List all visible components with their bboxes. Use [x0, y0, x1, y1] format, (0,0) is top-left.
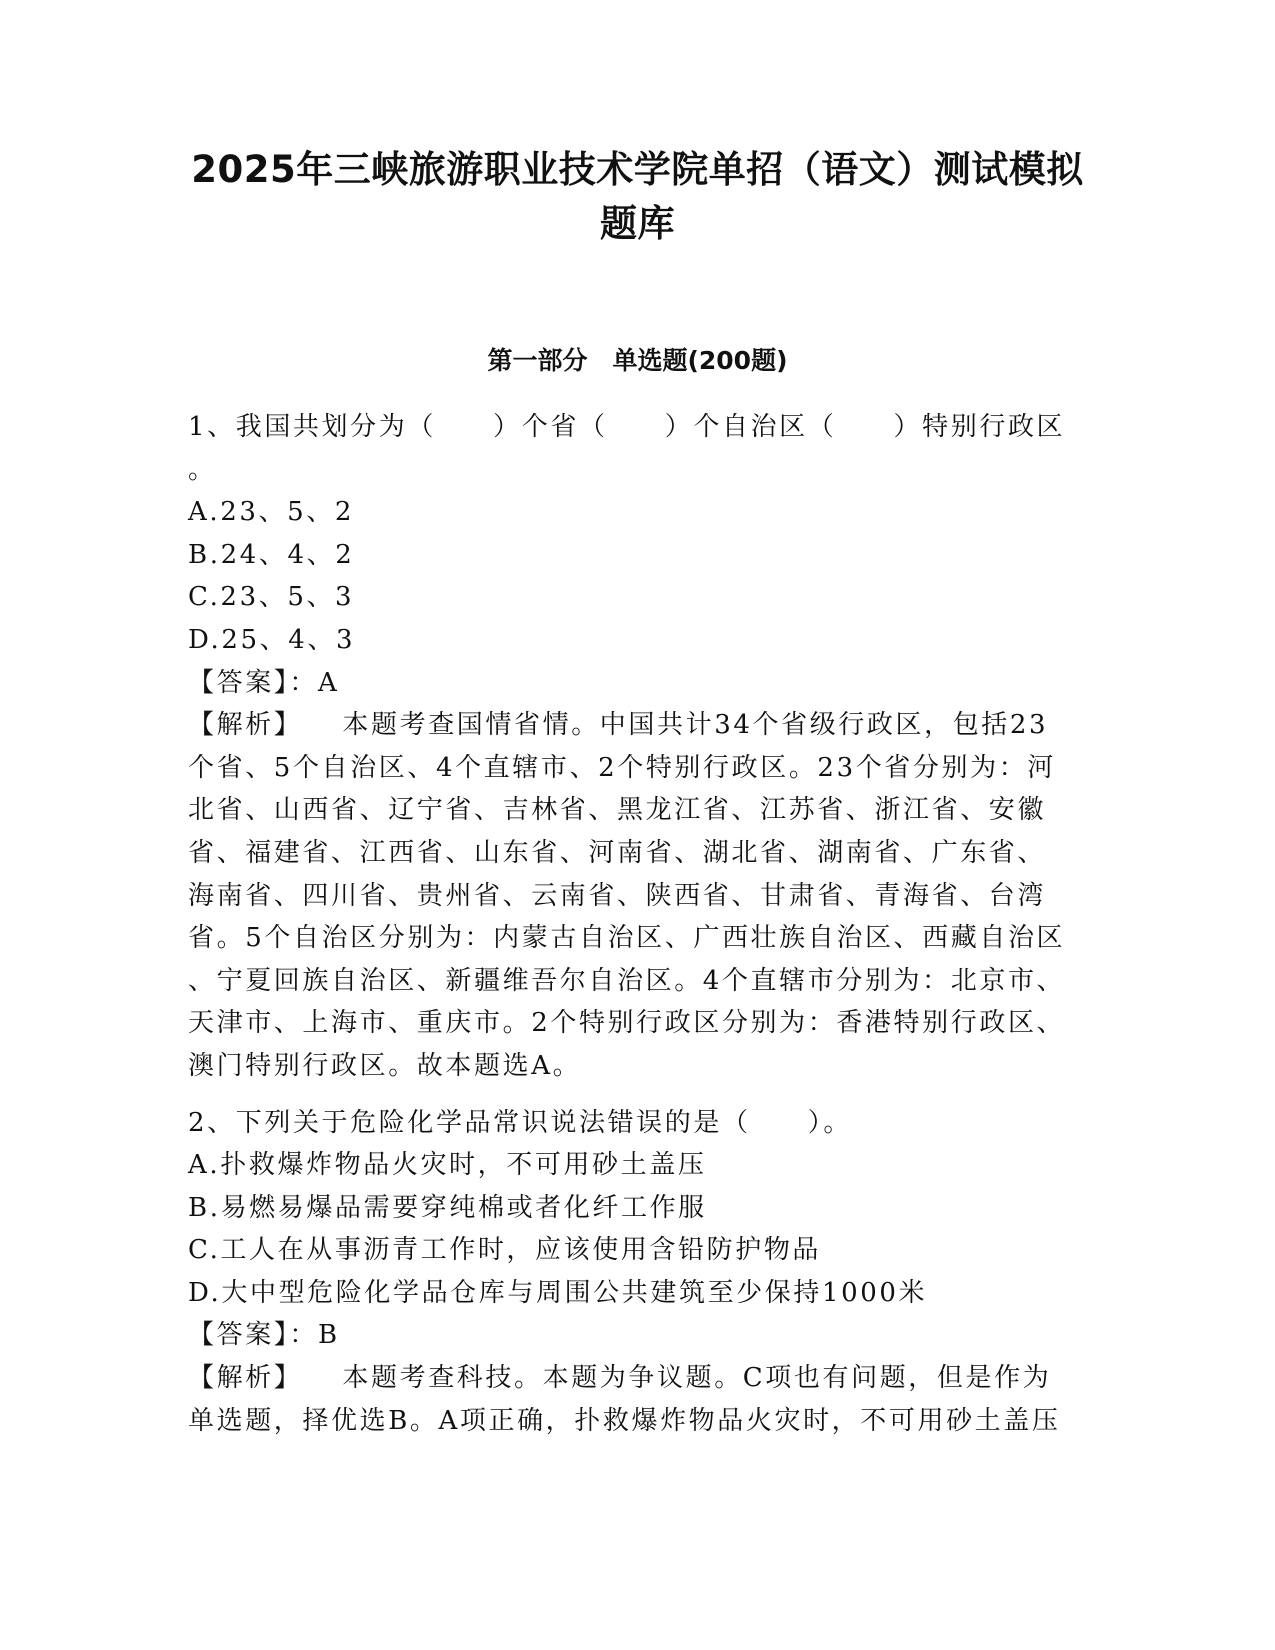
question-2	[188, 1102, 1078, 1443]
option-c: C.23、5、3	[188, 582, 355, 613]
answer-label: 【答案】：	[188, 1320, 319, 1351]
option-a: A.扑救爆炸物品火灾时，不可用砂土盖压	[188, 1150, 707, 1181]
question-stem: 。	[188, 454, 217, 485]
option-b: B.易燃易爆品需要穿纯棉或者化纤工作服	[188, 1192, 707, 1223]
section-title: 第一部分 单选题(200题)	[487, 346, 788, 375]
analysis-label: 【解析】	[188, 1363, 303, 1394]
answer-value: B	[318, 1320, 340, 1351]
document-title-line-2: 题库	[600, 202, 675, 245]
analysis-text: 本题考查国情省情。中国共计34个省级行政区，包括23	[342, 710, 1049, 741]
option-c: C.工人在从事沥青工作时，应该使用含铅防护物品	[188, 1235, 822, 1266]
answer-value: A	[318, 667, 340, 698]
document-title-line-1: 2025年三峡旅游职业技术学院单招（语文）测试模拟	[191, 148, 1084, 191]
document-title	[150, 143, 1125, 251]
question-list	[188, 406, 1078, 1442]
question-stem: 2、下列关于危险化学品常识说法错误的是（ ）。	[188, 1107, 852, 1138]
question-1	[188, 406, 1078, 1088]
analysis-text: 、宁夏回族自治区、新疆维吾尔自治区。4个直辖市分别为：北京市、	[188, 965, 1066, 996]
analysis-text: 北省、山西省、辽宁省、吉林省、黑龙江省、江苏省、浙江省、安徽	[188, 795, 1047, 826]
analysis-text: 个省、5个自治区、4个直辖市、2个特别行政区。23个省分别为：河	[188, 752, 1056, 783]
analysis-label: 【解析】	[188, 710, 303, 741]
answer-line	[188, 1314, 1078, 1357]
option-b: B.24、4、2	[188, 539, 355, 570]
option-d: D.25、4、3	[188, 624, 356, 655]
analysis-text: 海南省、四川省、贵州省、云南省、陕西省、甘肃省、青海省、台湾	[188, 880, 1047, 911]
answer-line	[188, 662, 1078, 705]
analysis-text: 省。5个自治区分别为：内蒙古自治区、广西壮族自治区、西藏自治区	[188, 923, 1066, 954]
option-d: D.大中型危险化学品仓库与周围公共建筑至少保持1000米	[188, 1277, 928, 1308]
question-stem: 1、我国共划分为（ ）个省（ ）个自治区（ ）特别行政区	[188, 412, 1066, 442]
analysis-text: 本题考查科技。本题为争议题。C项也有问题，但是作为	[342, 1363, 1052, 1394]
analysis-line	[188, 704, 1078, 747]
analysis-text: 澳门特别行政区。故本题选A。	[188, 1050, 582, 1081]
answer-label: 【答案】：	[188, 667, 319, 698]
analysis-text: 单选题，择优选B。A项正确，扑救爆炸物品火灾时，不可用砂土盖压	[188, 1405, 1061, 1436]
analysis-line	[188, 1357, 1078, 1400]
analysis-text: 省、福建省、江西省、山东省、河南省、湖北省、湖南省、广东省、	[188, 837, 1047, 868]
analysis-text: 天津市、上海市、重庆市。2个特别行政区分别为：香港特别行政区、	[188, 1008, 1066, 1039]
option-a: A.23、5、2	[188, 497, 355, 528]
